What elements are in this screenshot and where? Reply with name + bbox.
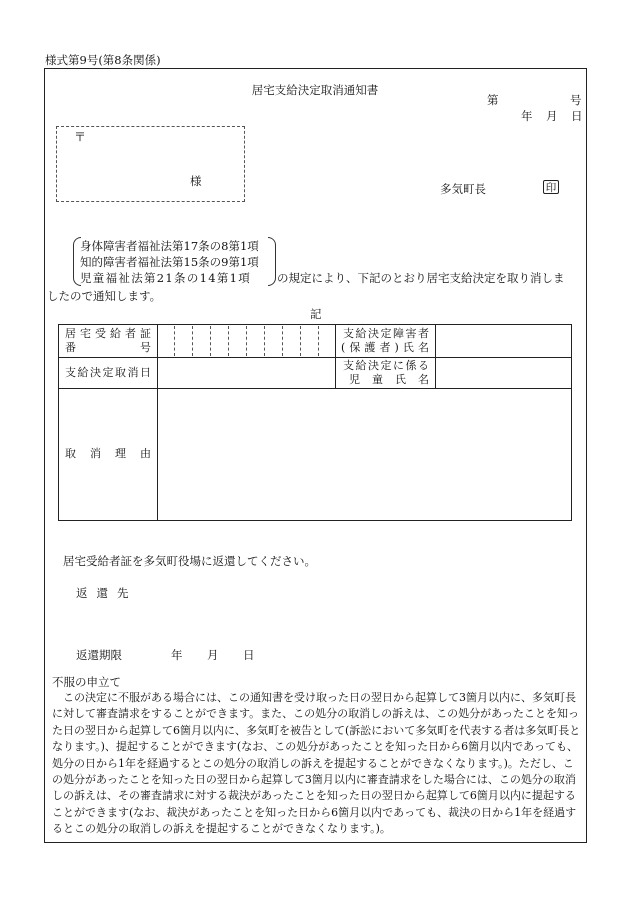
recipient-sama: 様 xyxy=(190,174,202,188)
cancel-date-label: 支給決定取消日 xyxy=(65,366,151,379)
objection-text: この決定に不服がある場合には、この通知書を受け取った日の翌日から起算して3箇月以内に、多気町長に対して審査請求をすることができます。また、この処分の取消しの訴えは、この処分があったことを知った日の翌日から起算して6箇月以内に、多気町を被告として(訴訟において多気町を代表する者は多気町長となります。)、提起することができます(なお、この処分があったことを知った日から6箇月以内であっても、処分の日から1年を経過するとこの処分の取消しの訴えを提起することができなくなります。)。ただし、この処分があったことを知った日の翌日から起算して3箇月以内に審査請求をした場合には、この処分の取消しの訴えは、その審査請求に対する裁決があったことを知った日の翌日から起算して6箇月以内に提起することができます(なお、裁決があったことを知った日から6箇月以内であっても、裁決の日から1年を経過するとこの処分の取消しの訴えを提起することができなくなります。)。 xyxy=(52,691,581,836)
date-month: 月 xyxy=(546,109,558,123)
cert-digit-divider xyxy=(192,326,193,356)
number-dai: 第 xyxy=(487,93,499,107)
cert-digit-divider xyxy=(300,326,301,356)
return-to-label: 返還先 xyxy=(76,586,138,600)
cert-number-label-2a: 番 xyxy=(65,341,76,354)
notice-line-1: の規定により、下記のとおり居宅支給決定を取り消しま xyxy=(277,271,565,285)
date-year: 年 xyxy=(521,109,533,123)
deadline-label: 返還期限 xyxy=(76,648,122,662)
cert-digit-divider xyxy=(282,326,283,356)
number-gou: 号 xyxy=(570,93,582,107)
cert-number-label-2b: 号 xyxy=(140,341,151,354)
table-vline-label xyxy=(157,325,158,520)
law-item-2: 知的障害者福祉法第15条の9第1項 xyxy=(80,255,259,269)
cert-number-label-1: 居宅受給者証 xyxy=(65,327,151,340)
law-item-3: 児童福祉法第21条の14第1項 xyxy=(80,271,252,285)
deadline-month: 月 xyxy=(207,648,219,662)
reason-label: 取消理由 xyxy=(65,447,151,460)
return-notice: 居宅受給者証を多気町役場に返還してください。 xyxy=(63,554,316,568)
document-title: 居宅支給決定取消通知書 xyxy=(251,83,379,97)
objection-title: 不服の申立て xyxy=(52,675,121,689)
notice-line-2: したので通知します。 xyxy=(47,289,162,303)
cert-digit-divider xyxy=(228,326,229,356)
cert-digit-divider xyxy=(318,326,319,356)
info-table xyxy=(58,324,572,521)
cert-digit-divider xyxy=(174,326,175,356)
cert-digit-divider xyxy=(210,326,211,356)
issuer-name: 多気町長 xyxy=(440,182,486,196)
cert-digit-divider xyxy=(264,326,265,356)
deadline-year: 年 xyxy=(171,648,183,662)
law-item-1: 身体障害者福祉法第17条の8第1項 xyxy=(80,239,259,253)
table-hline-2 xyxy=(59,388,571,389)
law-bracket-right xyxy=(268,237,276,286)
disabled-person-label-2: (保護者)氏名 xyxy=(341,341,429,354)
child-label-1: 支給決定に係る xyxy=(343,359,429,372)
seal-stamp: 印 xyxy=(543,180,559,194)
table-hline-1 xyxy=(59,357,571,358)
ki-label: 記 xyxy=(310,307,322,321)
postal-mark: 〒 xyxy=(74,130,87,144)
table-vline-mid xyxy=(335,325,336,388)
deadline-day: 日 xyxy=(243,648,255,662)
date-day: 日 xyxy=(571,109,583,123)
table-vline-right xyxy=(435,325,436,388)
form-label: 様式第9号(第8条関係) xyxy=(45,53,161,67)
disabled-person-label-1: 支給決定障害者 xyxy=(343,327,429,340)
child-label-2: 児童氏名 xyxy=(349,373,429,386)
cert-digit-divider xyxy=(246,326,247,356)
